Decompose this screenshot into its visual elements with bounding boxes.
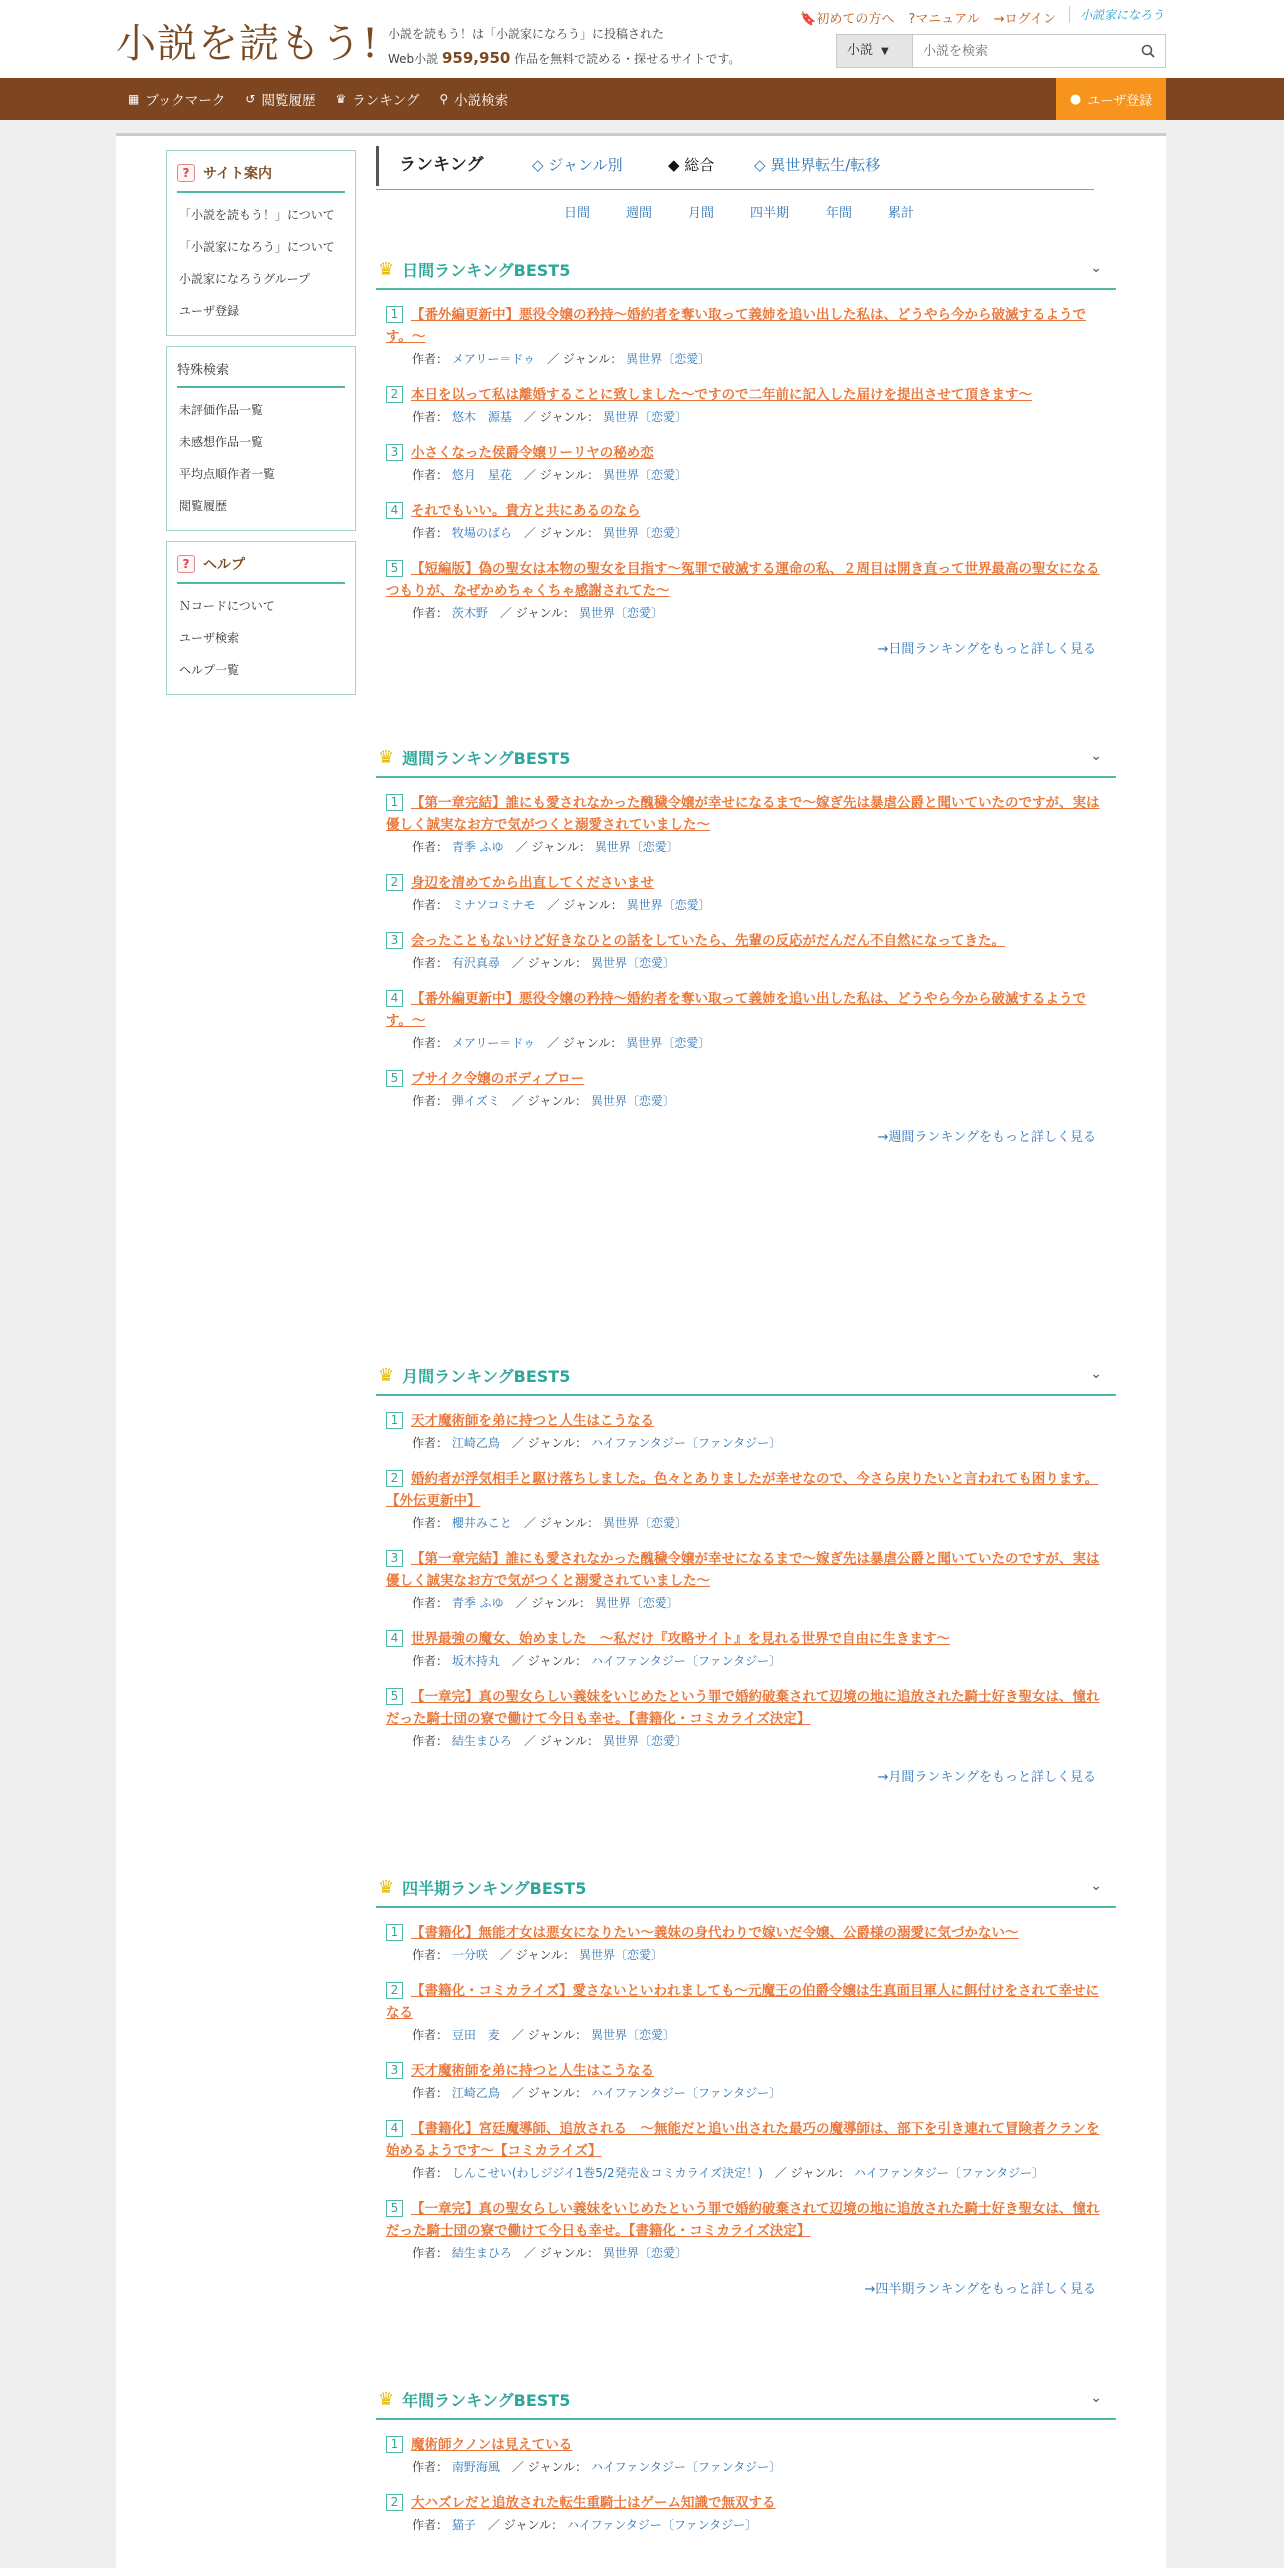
author-link[interactable]: 有沢真尋 — [451, 956, 500, 970]
period-quarterly[interactable]: 四半期 — [750, 206, 790, 221]
novel-meta — [386, 406, 1106, 428]
main-content — [376, 146, 1116, 2532]
more-ranking-link[interactable]: →月間ランキングをもっと詳しく見る — [877, 1770, 1096, 1785]
novel-meta — [386, 952, 1106, 974]
site-tagline — [388, 22, 740, 71]
period-total[interactable]: 累計 — [888, 206, 915, 221]
list-item — [386, 1980, 1106, 2046]
help-title: ? ヘルプ — [177, 550, 345, 584]
bookmark-icon: ▦ — [128, 92, 140, 106]
rank-number-badge: 2 — [386, 1982, 403, 1999]
manual-link[interactable]: ?マニュアル — [908, 12, 980, 27]
ranking-title: 四半期ランキングBEST5 — [402, 1878, 587, 1898]
search-button[interactable] — [1131, 35, 1165, 67]
sidebar-link-unrated[interactable]: 未評価作品一覧 — [179, 403, 264, 417]
rank-number-badge: 1 — [386, 1412, 403, 1429]
genre-link[interactable]: 異世界〔恋愛〕 — [602, 526, 687, 540]
author-label: 作者： — [412, 352, 449, 366]
novel-title-link[interactable]: 5 ブサイク令嬢のボディブロー — [386, 1068, 1106, 1090]
sidebar — [166, 150, 356, 705]
novel-title-link[interactable]: 2 婚約者が浮気相手と駆け落ちしました。色々とありましたが幸せなので、今さら戻りたいと言われても困ります。【外伝更新中】 — [386, 1471, 1099, 1509]
nav-ranking[interactable]: ♛ ランキング — [335, 92, 420, 109]
content-wrapper — [116, 133, 1166, 2568]
nav-search[interactable]: ⚲ 小説検索 — [439, 92, 509, 109]
author-link[interactable]: 茨木野 — [451, 606, 488, 620]
genre-link[interactable]: ハイファンタジー〔ファンタジー〕 — [590, 1654, 782, 1668]
ranking-title: 年間ランキングBEST5 — [402, 2390, 571, 2410]
list-item — [386, 1628, 1106, 1672]
more-ranking-link[interactable]: →週間ランキングをもっと詳しく見る — [877, 1130, 1096, 1145]
list-item — [386, 792, 1106, 858]
history-icon: ↺ — [245, 92, 256, 106]
tab-ranking[interactable]: ランキング — [376, 146, 484, 186]
genre-label: ／ ジャンル： — [523, 526, 600, 540]
sidebar-link-ncode[interactable]: Ｎコードについて — [179, 599, 275, 613]
period-daily[interactable]: 日間 — [564, 206, 591, 221]
genre-label: ／ ジャンル： — [547, 1036, 623, 1050]
novel-title-link[interactable]: 4 【番外編更新中】悪役令嬢の矜持〜婚約者を奪い取って義姉を追い出した私は、どうやら今から破滅するようです。〜 — [386, 991, 1086, 1029]
author-label: 作者： — [412, 840, 449, 854]
novel-meta — [386, 2456, 1106, 2478]
tab-isekai[interactable]: ◇ 異世界転生/転移 — [754, 156, 881, 174]
list-item — [386, 1468, 1106, 1534]
genre-link[interactable]: 異世界〔恋愛〕 — [590, 1094, 675, 1108]
rank-number-badge: 5 — [386, 1070, 403, 1087]
site-guide-title: ? サイト案内 — [177, 159, 345, 193]
author-label: 作者： — [412, 2518, 449, 2532]
novel-title-link[interactable]: 5 【一章完】真の聖女らしい義妹をいじめたという罪で婚約破棄されて辺境の地に追放された騎士好き聖女は、憧れだった騎士団の寮で働けて今日も幸せ。【書籍化・コミカライズ決定】 — [386, 1689, 1100, 1727]
novel-title-link[interactable]: 1 【第一章完結】誰にも愛されなかった醜穢令嬢が幸せになるまで〜嫁ぎ先は暴虐公爵と聞いていたのですが、実は優しく誠実なお方で気がつくと溺愛されていました〜 — [386, 795, 1100, 833]
novel-title-link[interactable]: 1 天才魔術師を弟に持つと人生はこうなる — [386, 1410, 1106, 1432]
tagline-line1: 小説を読もう！は「小説家になろう」に投稿された — [388, 27, 665, 41]
rank-number-badge: 1 — [386, 306, 403, 323]
novel-meta — [386, 1432, 1106, 1454]
rank-number-badge: 1 — [386, 2436, 403, 2453]
help-circle-icon: ? — [908, 12, 916, 27]
user-register-button[interactable]: ● ユーザ登録 — [1056, 78, 1166, 120]
novel-title-link[interactable]: 4 それでもいい。貴方と共にあるのなら — [386, 500, 1106, 522]
list-item — [386, 2118, 1106, 2184]
novel-meta — [386, 1512, 1106, 1534]
ranking-list — [376, 1396, 1116, 1752]
rank-number-badge: 4 — [386, 1630, 403, 1647]
rank-number-badge: 1 — [386, 1924, 403, 1941]
novel-title-link[interactable]: 5 【一章完】真の聖女らしい義妹をいじめたという罪で婚約破棄されて辺境の地に追放された騎士好き聖女は、憧れだった騎士団の寮で働けて今日も幸せ。【書籍化・コミカライズ決定】 — [386, 2201, 1100, 2239]
genre-label: ／ ジャンル： — [511, 1094, 588, 1108]
genre-label: ／ ジャンル： — [511, 1436, 588, 1450]
novel-title-link[interactable]: 2 【書籍化・コミカライズ】愛さないといわれましても〜元魔王の伯爵令嬢は生真面目軍人に餌付けをされて幸せになる — [386, 1983, 1099, 2021]
genre-link[interactable]: 異世界〔恋愛〕 — [590, 2028, 675, 2042]
more-ranking-link[interactable]: →四半期ランキングをもっと詳しく見る — [864, 2282, 1096, 2297]
author-link[interactable]: 豆田 麦 — [451, 2028, 500, 2042]
search-icon — [1141, 44, 1155, 58]
rank-number-badge: 5 — [386, 560, 403, 577]
author-label: 作者： — [412, 2086, 449, 2100]
novel-title-link[interactable]: 3 天才魔術師を弟に持つと人生はこうなる — [386, 2060, 1106, 2082]
search-type-select[interactable]: 小説 ▼ — [837, 35, 913, 67]
tab-total[interactable]: ◆ 総合 — [668, 156, 715, 174]
search-input[interactable] — [913, 35, 1131, 67]
user-icon: ● — [1069, 91, 1082, 107]
genre-label: ／ ジャンル： — [547, 898, 623, 912]
ranking-list — [376, 2420, 1116, 2536]
genre-label: ／ ジャンル： — [499, 606, 576, 620]
search-icon: ⚲ — [439, 92, 449, 106]
list-item — [386, 2492, 1106, 2536]
tagline-suffix: 作品を無料で読める・探せるサイトです。 — [514, 52, 741, 66]
genre-link[interactable]: 異世界〔恋愛〕 — [602, 1516, 687, 1530]
list-item — [386, 304, 1106, 370]
ranking-tabs — [376, 146, 1094, 190]
author-label: 作者： — [412, 1596, 449, 1610]
crown-icon: ♛ — [378, 2388, 395, 2410]
work-count: 959,950 — [442, 49, 511, 67]
top-links — [800, 8, 1056, 27]
novel-title-link[interactable]: 5 【短編版】偽の聖女は本物の聖女を目指す〜冤罪で破滅する運命の私、２周目は開き直って世界最高の聖女になるつもりが、なぜかめちゃくちゃ感謝されてた〜 — [386, 561, 1100, 599]
sidebar-link-user-search[interactable]: ユーザ検索 — [179, 631, 240, 645]
list-item — [386, 442, 1106, 486]
ranking-list — [376, 1908, 1116, 2264]
novel-meta — [386, 1032, 1106, 1054]
author-link[interactable]: ミナソコミナモ — [451, 898, 536, 912]
genre-link[interactable]: 異世界〔恋愛〕 — [626, 352, 711, 366]
genre-label: ／ ジャンル： — [515, 1596, 591, 1610]
author-label: 作者： — [412, 1094, 449, 1108]
list-item — [386, 1410, 1106, 1454]
rank-number-badge: 2 — [386, 1470, 403, 1487]
sidebar-link-no-review[interactable]: 未感想作品一覧 — [179, 435, 264, 449]
sidebar-link-about-yomou[interactable]: 「小説を読もう！」について — [179, 208, 335, 222]
novel-title-link[interactable]: 2 大ハズレだと追放された転生重騎士はゲーム知識で無双する — [386, 2492, 1106, 2514]
chevron-down-icon[interactable]: ⌄ — [1090, 260, 1102, 276]
special-search-box — [166, 346, 356, 531]
period-yearly[interactable]: 年間 — [826, 206, 853, 221]
novel-meta — [386, 1730, 1106, 1752]
genre-link[interactable]: 異世界〔恋愛〕 — [602, 468, 687, 482]
ranking-title: 月間ランキングBEST5 — [402, 1366, 571, 1386]
novel-title-link[interactable]: 1 【書籍化】無能才女は悪女になりたい〜義妹の身代わりで嫁いだ令嬢、公爵様の溺愛に気づかない〜 — [386, 1922, 1106, 1944]
genre-label: ／ ジャンル： — [523, 1516, 600, 1530]
rank-number-badge: 3 — [386, 444, 403, 461]
novel-meta — [386, 522, 1106, 544]
genre-label: ／ ジャンル： — [523, 1734, 600, 1748]
author-label: 作者： — [412, 2166, 449, 2180]
rank-number-badge: 3 — [386, 1550, 403, 1567]
rank-number-badge: 5 — [386, 2200, 403, 2217]
genre-link[interactable]: ハイファンタジー〔ファンタジー〕 — [590, 1436, 782, 1450]
ranking-header[interactable] — [376, 2380, 1116, 2420]
ranking-section — [376, 250, 1116, 657]
novel-title-link[interactable]: 4 【書籍化】宮廷魔導師、追放される 〜無能だと追い出された最巧の魔導師は、部下を引き連れて冒険者クランを始めるようです〜【コミカライズ】 — [386, 2121, 1100, 2159]
author-link[interactable]: 悠木 源基 — [451, 410, 512, 424]
author-link[interactable]: しんこせい(わしジジイ1巻5/2発売＆コミカライズ決定！) — [451, 2166, 763, 2180]
novel-meta — [386, 348, 1106, 370]
novel-meta — [386, 602, 1106, 624]
special-search-title: 特殊検索 — [177, 355, 345, 388]
author-link[interactable]: 猫子 — [451, 2518, 476, 2532]
first-time-link[interactable]: 🔖初めての方へ — [800, 12, 895, 27]
novel-meta — [386, 2162, 1106, 2184]
ranking-section — [376, 1356, 1116, 1785]
period-weekly[interactable]: 週間 — [626, 206, 653, 221]
rank-number-badge: 4 — [386, 2120, 403, 2137]
period-links — [376, 190, 1116, 230]
genre-link[interactable]: 異世界〔恋愛〕 — [626, 1036, 711, 1050]
author-label: 作者： — [412, 1436, 449, 1450]
genre-link[interactable]: 異世界〔恋愛〕 — [578, 1948, 663, 1962]
sidebar-link-register[interactable]: ユーザ登録 — [179, 304, 240, 318]
author-link[interactable]: 結生まひろ — [451, 1734, 512, 1748]
list-item — [386, 384, 1106, 428]
crown-icon: ♛ — [378, 1364, 395, 1386]
genre-link[interactable]: 異世界〔恋愛〕 — [590, 956, 675, 970]
genre-link[interactable]: 異世界〔恋愛〕 — [602, 1734, 687, 1748]
novel-title-link[interactable]: 4 世界最強の魔女、始めました 〜私だけ『攻略サイト』を見れる世界で自由に生きます〜 — [386, 1628, 1106, 1650]
rank-number-badge: 2 — [386, 2494, 403, 2511]
novel-meta — [386, 2242, 1106, 2264]
rank-number-badge: 3 — [386, 2062, 403, 2079]
novel-meta — [386, 464, 1106, 486]
author-label: 作者： — [412, 468, 449, 482]
list-item — [386, 988, 1106, 1054]
chevron-down-icon[interactable]: ⌄ — [1090, 1878, 1102, 1894]
list-item — [386, 1686, 1106, 1752]
genre-label: ／ ジャンル： — [523, 410, 600, 424]
site-header — [0, 0, 1284, 78]
sidebar-link-avg-authors[interactable]: 平均点順作者一覧 — [179, 467, 276, 481]
genre-link[interactable]: ハイファンタジー〔ファンタジー〕 — [566, 2518, 758, 2532]
novel-meta — [386, 2514, 1106, 2536]
author-label: 作者： — [412, 606, 449, 620]
author-link[interactable]: 一分咲 — [451, 1948, 488, 1962]
genre-link[interactable]: 異世界〔恋愛〕 — [578, 606, 663, 620]
author-label: 作者： — [412, 1948, 449, 1962]
genre-link[interactable]: ハイファンタジー〔ファンタジー〕 — [853, 2166, 1045, 2180]
ranking-header[interactable] — [376, 1868, 1116, 1908]
author-label: 作者： — [412, 2028, 449, 2042]
genre-link[interactable]: 異世界〔恋愛〕 — [594, 840, 679, 854]
period-monthly[interactable]: 月間 — [688, 206, 715, 221]
author-label: 作者： — [412, 526, 449, 540]
genre-link[interactable]: 異世界〔恋愛〕 — [594, 1596, 679, 1610]
genre-label: ／ ジャンル： — [774, 2166, 851, 2180]
chevron-down-icon: ▼ — [881, 46, 889, 57]
site-guide-box — [166, 150, 356, 336]
login-icon: → — [993, 12, 1005, 27]
author-link[interactable]: 坂木持丸 — [451, 1654, 500, 1668]
author-link[interactable]: 櫻井みこと — [451, 1516, 512, 1530]
author-link[interactable]: 青季 ふゆ — [451, 1596, 504, 1610]
list-item — [386, 2060, 1106, 2104]
author-label: 作者： — [412, 410, 449, 424]
sidebar-link-about-narou[interactable]: 「小説家になろう」について — [179, 240, 335, 254]
genre-link[interactable]: ハイファンタジー〔ファンタジー〕 — [590, 2086, 782, 2100]
site-logo[interactable]: 小説を読もう! — [116, 21, 380, 67]
author-link[interactable]: 青季 ふゆ — [451, 840, 504, 854]
more-ranking-link[interactable]: →日間ランキングをもっと詳しく見る — [877, 642, 1096, 657]
novel-meta — [386, 894, 1106, 916]
author-link[interactable]: メアリー＝ドゥ — [451, 1036, 536, 1050]
book-icon: 🔖 — [800, 12, 817, 27]
help-box — [166, 541, 356, 695]
author-link[interactable]: 南野海風 — [451, 2460, 500, 2474]
author-label: 作者： — [412, 2246, 449, 2260]
ranking-section — [376, 738, 1116, 1145]
novel-meta — [386, 2024, 1106, 2046]
chevron-down-icon[interactable]: ⌄ — [1090, 1366, 1102, 1382]
list-item — [386, 2198, 1106, 2264]
rank-number-badge: 5 — [386, 1688, 403, 1705]
ranking-section — [376, 2380, 1116, 2550]
genre-link[interactable]: 異世界〔恋愛〕 — [626, 898, 711, 912]
genre-label: ／ ジャンル： — [523, 468, 600, 482]
author-label: 作者： — [412, 1036, 449, 1050]
genre-label: ／ ジャンル： — [511, 2460, 588, 2474]
list-item — [386, 558, 1106, 624]
sidebar-link-history[interactable]: 閲覧履歴 — [179, 499, 228, 513]
novel-meta — [386, 836, 1106, 858]
list-item — [386, 872, 1106, 916]
author-link[interactable]: 江崎乙鳥 — [451, 2086, 500, 2100]
sidebar-link-group[interactable]: 小説家になろうグループ — [179, 272, 311, 286]
novel-title-link[interactable]: 2 身辺を清めてから出直してくださいませ — [386, 872, 1106, 894]
novel-title-link[interactable]: 3 【第一章完結】誰にも愛されなかった醜穢令嬢が幸せになるまで〜嫁ぎ先は暴虐公爵と聞いていたのですが、実は優しく誠実なお方で気がつくと溺愛されていました〜 — [386, 1551, 1100, 1589]
author-link[interactable]: 江崎乙鳥 — [451, 1436, 500, 1450]
list-item — [386, 500, 1106, 544]
genre-link[interactable]: 異世界〔恋愛〕 — [602, 2246, 687, 2260]
novel-title-link[interactable]: 1 【番外編更新中】悪役令嬢の矜持〜婚約者を奪い取って義姉を追い出した私は、どうやら今から破滅するようです。〜 — [386, 307, 1086, 345]
genre-label: ／ ジャンル： — [523, 2246, 600, 2260]
novel-title-link[interactable]: 2 本日を以って私は離婚することに致しました〜ですので二年前に記入した届けを提出させて頂きます〜 — [386, 384, 1106, 406]
rank-number-badge: 2 — [386, 874, 403, 891]
search-box — [836, 34, 1166, 68]
rank-number-badge: 2 — [386, 386, 403, 403]
crown-icon: ♛ — [335, 92, 347, 106]
list-item — [386, 1068, 1106, 1112]
list-item — [386, 930, 1106, 974]
author-label: 作者： — [412, 1734, 449, 1748]
question-icon: ? — [177, 555, 195, 573]
tagline-prefix: Web小説 — [388, 52, 439, 66]
rank-number-badge: 4 — [386, 990, 403, 1007]
author-label: 作者： — [412, 898, 449, 912]
rank-number-badge: 3 — [386, 932, 403, 949]
novel-meta — [386, 1090, 1106, 1112]
author-label: 作者： — [412, 1516, 449, 1530]
genre-link[interactable]: ハイファンタジー〔ファンタジー〕 — [590, 2460, 782, 2474]
genre-label: ／ ジャンル： — [487, 2518, 564, 2532]
tagline-line2 — [388, 46, 740, 71]
crown-icon: ♛ — [378, 1876, 395, 1898]
genre-label: ／ ジャンル： — [511, 2028, 588, 2042]
crown-icon: ♛ — [378, 746, 395, 768]
question-icon: ? — [177, 164, 195, 182]
ranking-header[interactable] — [376, 738, 1116, 778]
novel-meta — [386, 1650, 1106, 1672]
novel-title-link[interactable]: 1 魔術師クノンは見えている — [386, 2434, 1106, 2456]
ranking-header[interactable] — [376, 1356, 1116, 1396]
chevron-down-icon[interactable]: ⌄ — [1090, 748, 1102, 764]
genre-label: ／ ジャンル： — [511, 2086, 588, 2100]
ranking-list — [376, 290, 1116, 624]
rank-number-badge: 4 — [386, 502, 403, 519]
genre-label: ／ ジャンル： — [547, 352, 623, 366]
author-link[interactable]: 悠月 星花 — [451, 468, 512, 482]
author-link[interactable]: メアリー＝ドゥ — [451, 352, 536, 366]
genre-link[interactable]: 異世界〔恋愛〕 — [602, 410, 687, 424]
author-link[interactable]: 結生まひろ — [451, 2246, 512, 2260]
sidebar-link-help-list[interactable]: ヘルプ一覧 — [179, 663, 240, 677]
nav-history[interactable]: ↺ 閲覧履歴 — [245, 92, 316, 109]
ranking-title: 日間ランキングBEST5 — [402, 260, 571, 280]
novel-meta — [386, 1944, 1106, 1966]
author-label: 作者： — [412, 1654, 449, 1668]
genre-label: ／ ジャンル： — [515, 840, 591, 854]
ranking-title: 週間ランキングBEST5 — [402, 748, 571, 768]
ranking-header[interactable] — [376, 250, 1116, 290]
rank-number-badge: 1 — [386, 794, 403, 811]
genre-label: ／ ジャンル： — [499, 1948, 576, 1962]
ranking-list — [376, 778, 1116, 1112]
genre-label: ／ ジャンル： — [511, 956, 588, 970]
tab-genre[interactable]: ◇ ジャンル別 — [532, 156, 623, 174]
author-label: 作者： — [412, 956, 449, 970]
chevron-down-icon[interactable]: ⌄ — [1090, 2390, 1102, 2406]
main-navbar — [0, 78, 1284, 120]
ranking-section — [376, 1868, 1116, 2297]
author-link[interactable]: 牧場のばら — [451, 526, 512, 540]
author-link[interactable]: 弾イズミ — [451, 1094, 500, 1108]
list-item — [386, 1922, 1106, 1966]
list-item — [386, 1548, 1106, 1614]
novel-meta — [386, 1592, 1106, 1614]
crown-icon: ♛ — [378, 258, 395, 280]
novel-title-link[interactable]: 3 小さくなった侯爵令嬢リーリヤの秘め恋 — [386, 442, 1106, 464]
novel-meta — [386, 2082, 1106, 2104]
login-link[interactable]: →ログイン — [993, 12, 1056, 27]
narou-logo-link[interactable]: 小説家になろう — [1069, 6, 1164, 23]
novel-title-link[interactable]: 3 会ったこともないけど好きなひとの話をしていたら、先輩の反応がだんだん不自然になってきた。 — [386, 930, 1106, 952]
nav-bookmark[interactable]: ▦ ブックマーク — [128, 92, 226, 109]
list-item — [386, 2434, 1106, 2478]
author-label: 作者： — [412, 2460, 449, 2474]
genre-label: ／ ジャンル： — [511, 1654, 588, 1668]
